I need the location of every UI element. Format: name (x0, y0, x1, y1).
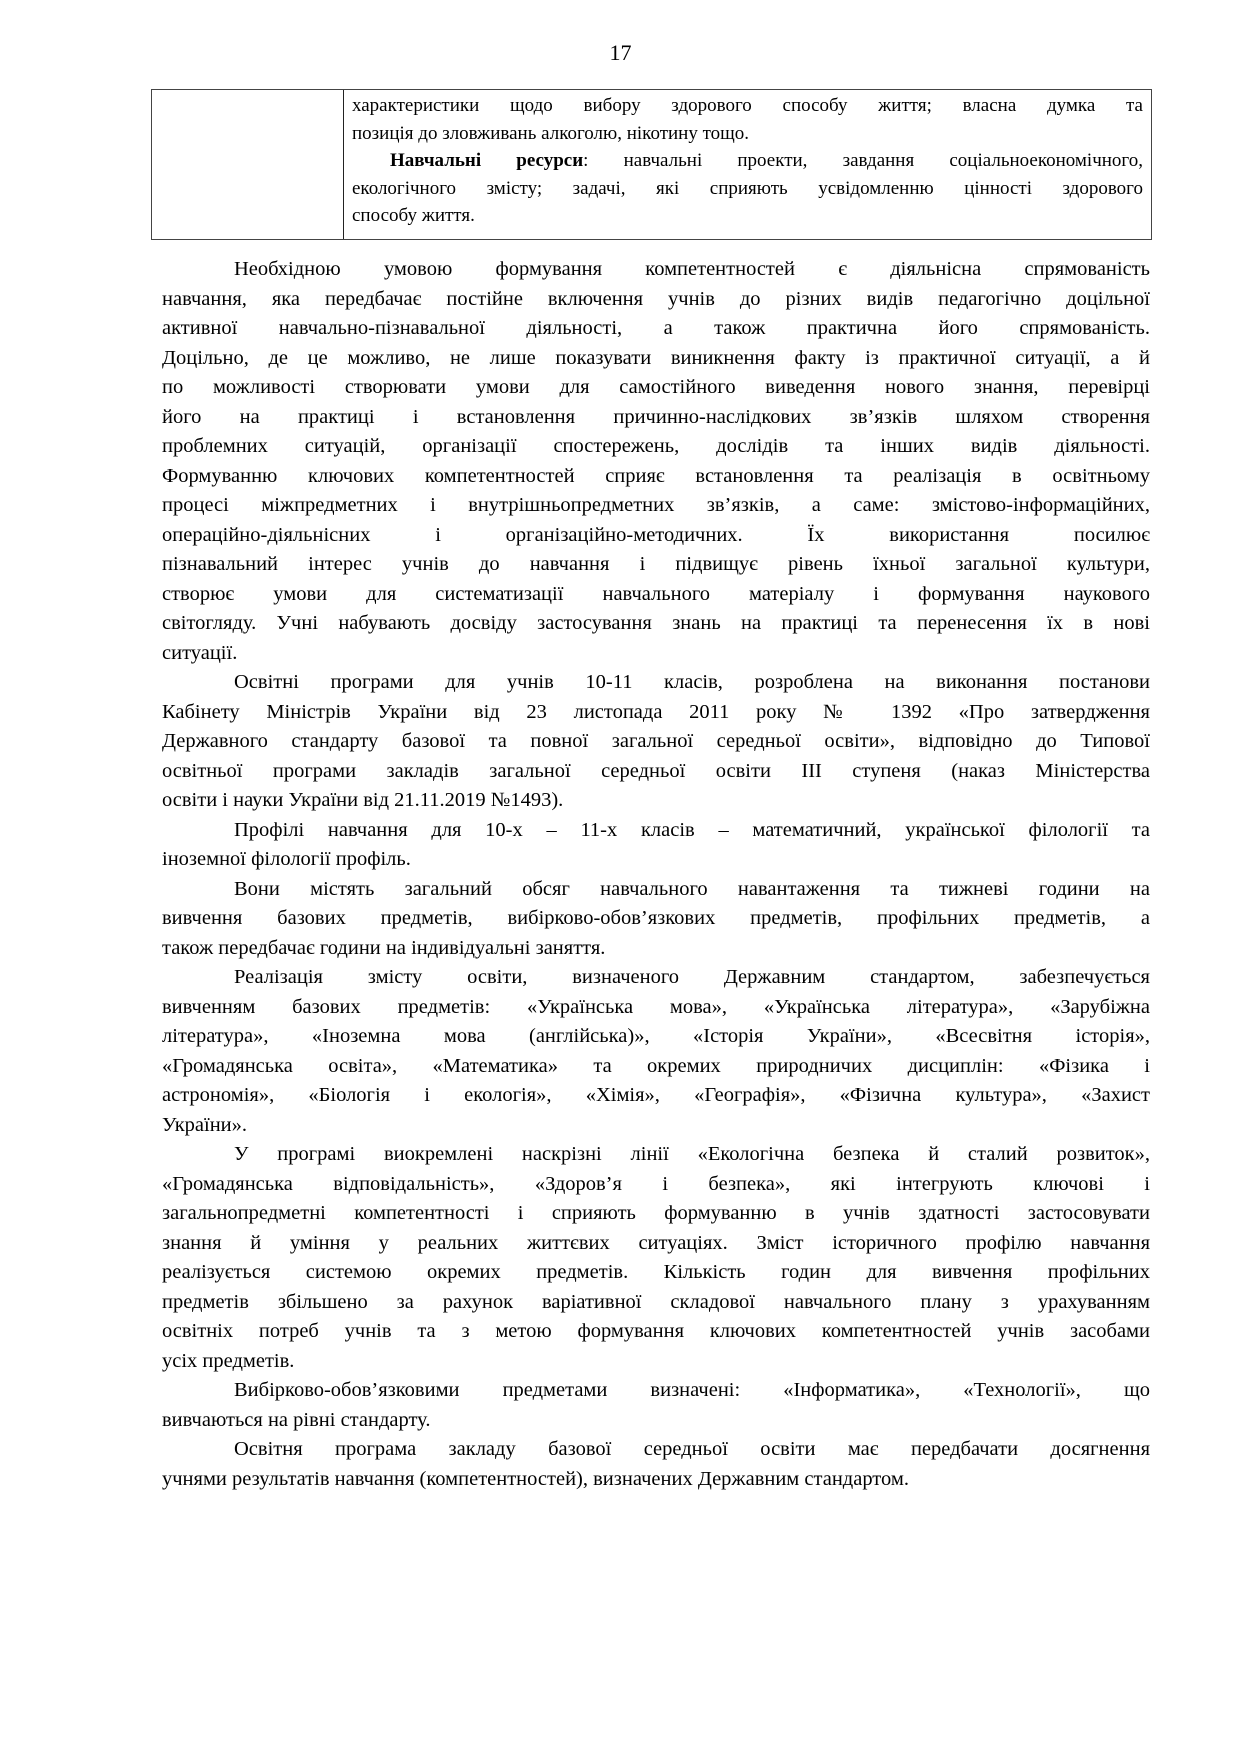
content-table (151, 89, 1152, 240)
paragraph (162, 963, 1150, 1140)
table-left-cell (152, 90, 344, 239)
text-line: активної навчально-пізнавальної діяльності, а також практична його спрямованість. (162, 317, 1150, 339)
paragraph (162, 1435, 1150, 1494)
resources-text: : навчальні проекти, завдання соціальноекономічного, (583, 150, 1143, 171)
text-line: Формуванню ключових компетентностей сприяє встановлення та реалізація в освітньому (162, 464, 1150, 487)
text-line: предметів збільшено за рахунок варіативної складової навчального плану з урахуванням (162, 1290, 1150, 1313)
paragraph (162, 255, 1150, 668)
paragraph (162, 1140, 1150, 1376)
text-line: вивчаються на рівні стандарту. (162, 1408, 431, 1431)
paragraph (162, 1376, 1150, 1435)
text-line: У програмі виокремлені наскрізні лінії «Екологічна безпека й сталий розвиток», (234, 1143, 1150, 1165)
resources-label: Навчальні ресурси (390, 150, 584, 171)
text-line: створює умови для систематизації навчального матеріалу і формування наукового (162, 582, 1150, 605)
text-line: Необхідною умовою формування компетентностей є діяльнісна спрямованість (234, 258, 1150, 280)
paragraph (162, 816, 1150, 875)
text-line: вивчення базових предметів, вибірково-обов’язкових предметів, профільних предметів, а (162, 907, 1150, 929)
text-line: загальнопредметні компетентності і сприяють формуванню в учнів здатності застосовувати (162, 1202, 1150, 1224)
text-line: ситуації. (162, 641, 238, 664)
text-line: література», «Іноземна мова (англійська)», «Історія України», «Всесвітня історія», (162, 1025, 1150, 1047)
text-line: процесі міжпредметних і внутрішньопредметних зв’язків, а саме: змістово-інформаційних, (162, 494, 1150, 516)
table-line: способу життя. (352, 205, 475, 226)
text-line: реалізується системою окремих предметів. Кількість годин для вивчення профільних (162, 1261, 1150, 1283)
table-line-resources (352, 147, 1143, 175)
text-line: пізнавальний інтерес учнів до навчання і підвищує рівень їхньої загальної культури, (162, 553, 1150, 575)
text-line: іноземної філології профіль. (162, 848, 411, 870)
text-line: Освітня програма закладу базової середньої освіти має передбачати досягнення (234, 1438, 1150, 1460)
text-line: навчання, яка передбачає постійне включення учнів до різних видів педагогічно доцільної (162, 287, 1150, 310)
text-line: освітніх потреб учнів та з метою формування ключових компетентностей учнів засобами (162, 1320, 1150, 1342)
text-line: вивченням базових предметів: «Українська мова», «Українська література», «Зарубіжна (162, 995, 1150, 1018)
text-line: «Громадянська відповідальність», «Здоров’я і безпека», які інтегрують ключові і (162, 1172, 1150, 1195)
text-line: учнями результатів навчання (компетентностей), визначених Державним стандартом. (162, 1467, 909, 1490)
text-line: освітньої програми закладів загальної середньої освіти ІІІ ступеня (наказ Міністерства (162, 759, 1150, 782)
text-line: знання й уміння у реальних життєвих ситуаціях. Зміст історичного профілю навчання (162, 1231, 1150, 1254)
table-line: позиція до зловживань алкоголю, нікотину тощо. (352, 122, 750, 144)
document-body (162, 255, 1150, 1494)
text-line: його на практиці і встановлення причинно-наслідкових зв’язків шляхом створення (162, 405, 1150, 428)
text-line: України». (162, 1113, 248, 1136)
text-line: освіти і науки України від 21.11.2019 №1493). (162, 789, 564, 811)
table-right-cell (352, 92, 1143, 230)
text-line: Профілі навчання для 10-х – 11-х класів – математичний, української філології та (234, 818, 1150, 841)
text-line: Освітні програми для учнів 10-11 класів, розроблена на виконання постанови (234, 671, 1150, 693)
table-line: екологічного змісту; задачі, які сприяють усвідомленню цінності здорового (352, 177, 1143, 199)
text-line: усіх предметів. (162, 1349, 295, 1372)
text-line: проблемних ситуацій, організації спостережень, дослідів та інших видів діяльності. (162, 435, 1150, 457)
table-line: характеристики щодо вибору здорового способу життя; власна думка та (352, 95, 1143, 116)
text-line: «Громадянська освіта», «Математика» та окремих природничих дисциплін: «Фізика і (162, 1054, 1150, 1077)
text-line: Кабінету Міністрів України від 23 листопада 2011 року № 1392 «Про затвердження (162, 700, 1150, 723)
text-line: по можливості створювати умови для самостійного виведення нового знання, перевірці (162, 376, 1150, 398)
text-line: операційно-діяльнісних і організаційно-методичних. Їх використання посилює (162, 523, 1150, 546)
text-line: світогляду. Учні набувають досвіду застосування знань на практиці та перенесення їх в нові (162, 612, 1150, 634)
text-line: Вони містять загальний обсяг навчального навантаження та тижневі години на (234, 877, 1150, 900)
page-number: 17 (609, 40, 632, 65)
text-line: астрономія», «Біологія і екологія», «Хімія», «Географія», «Фізична культура», «Захист (162, 1084, 1150, 1106)
text-line: Державного стандарту базової та повної загальної середньої освіти», відповідно до Типової (162, 730, 1150, 752)
text-line: Доцільно, де це можливо, не лише показувати виникнення факту із практичної ситуації, а й (162, 346, 1150, 369)
paragraph (162, 668, 1150, 816)
text-line: Реалізація змісту освіти, визначеного Державним стандартом, забезпечується (234, 966, 1150, 988)
text-line: Вибірково-обов’язковими предметами визначені: «Інформатика», «Технології», що (234, 1379, 1150, 1401)
text-line: також передбачає години на індивідуальні заняття. (162, 936, 606, 959)
paragraph (162, 875, 1150, 964)
